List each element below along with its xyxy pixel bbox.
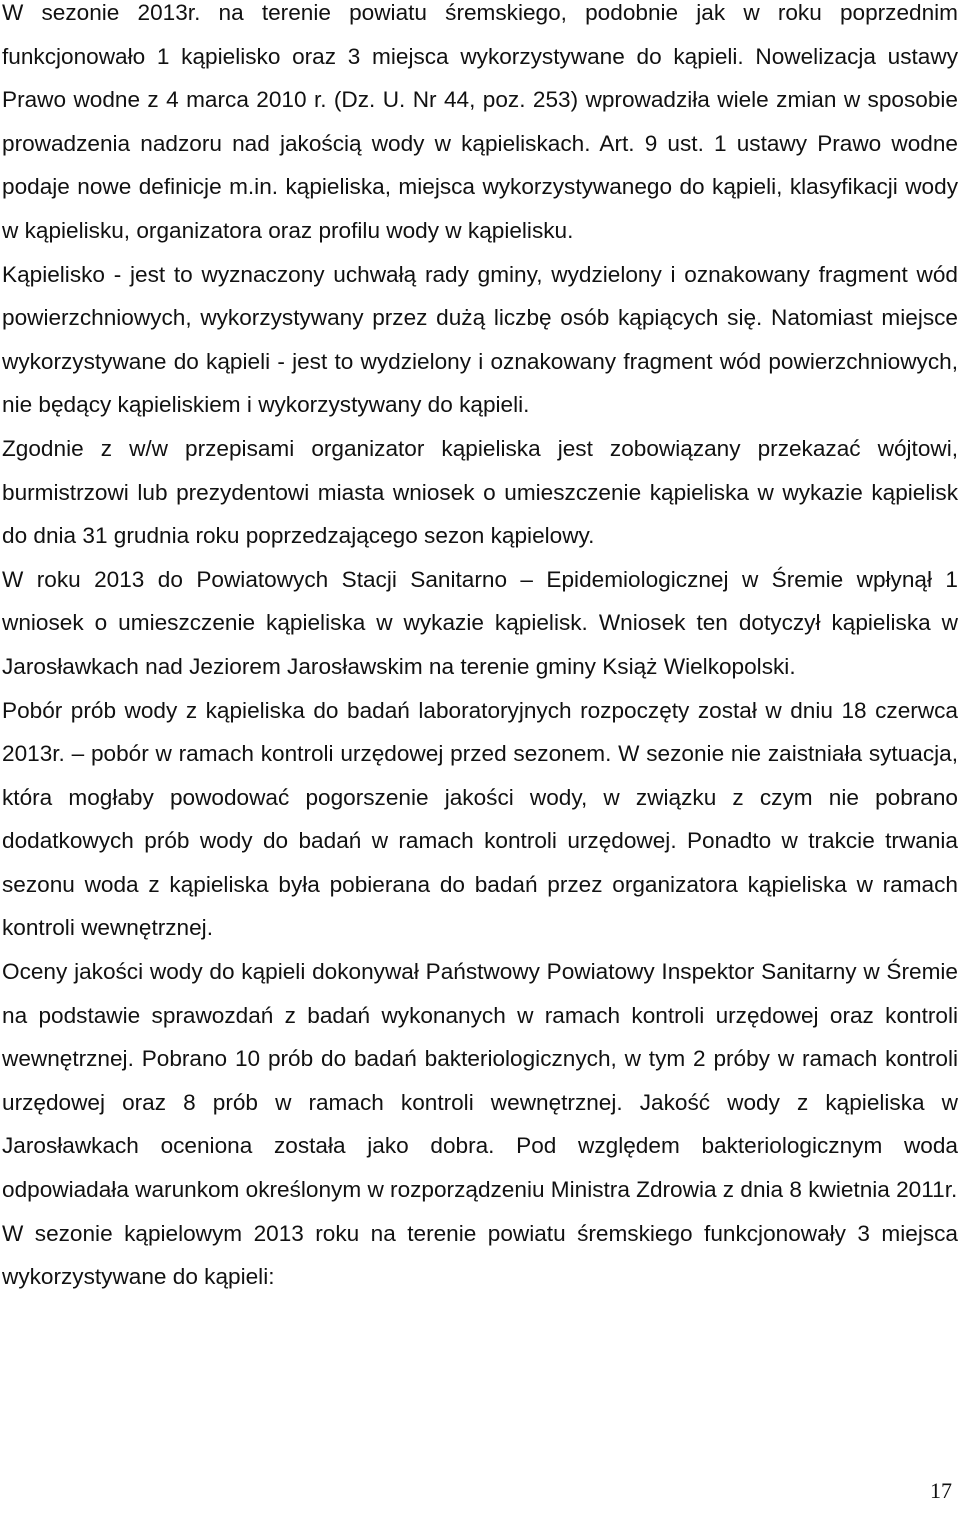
page-number: 17 (930, 1478, 952, 1503)
paragraph-assessment: Oceny jakości wody do kąpieli dokonywał Państwowy Powiatowy Inspektor Sanitarny w Śremie na podstawie sprawozdań z badań wykonanych w ramach kontroli urzędowej oraz kontroli wewnętrznej. Pobrano 10 prób do badań bakteriologicznych, w tym 2 próby w ramach kontroli urzędowej oraz 8 prób w ramach kontroli wewnętrznej. Jakość wody z kąpieliska w Jarosławkach oceniona została jako dobra. Pod względem bakteriologicznym woda odpowiadała warunkom określonym w rozporządzeniu Ministra Zdrowia z dnia 8 kwietnia 2011r. (2, 959, 958, 1203)
paragraph-application: W roku 2013 do Powiatowych Stacji Sanitarno – Epidemiologicznej w Śremie wpłynął 1 wniosek o umieszczenie kąpieliska w wykazie kąpielisk. Wniosek ten dotyczył kąpieliska w Jarosławkach nad Jeziorem Jarosławskim na terenie gminy Książ Wielkopolski. (2, 566, 958, 679)
paragraph-summary: W sezonie kąpielowym 2013 roku na terenie powiatu śremskiego funkcjonowały 3 miejsca wykorzystywane do kąpieli: (2, 1220, 958, 1290)
paragraph-regulations: Zgodnie z w/w przepisami organizator kąpieliska jest zobowiązany przekazać wójtowi, burmistrzowi lub prezydentowi miasta wniosek o umieszczenie kąpieliska w wykazie kąpielisk do dnia 31 grudnia roku poprzedzającego sezon kąpielowy. (2, 435, 958, 549)
paragraph-sampling: Pobór prób wody z kąpieliska do badań laboratoryjnych rozpoczęty został w dniu 18 czerwca 2013r. – pobór w ramach kontroli urzędowej przed sezonem. W sezonie nie zaistniała sytuacja, która mogłaby powodować pogorszenie jakości wody, w związku z czym nie pobrano dodatkowych prób wody do badań w ramach kontroli urzędowej. Ponadto w trakcie trwania sezonu woda z kąpieliska była pobierana do badań przez organizatora kąpieliska w ramach kontroli wewnętrznej. (2, 697, 958, 941)
paragraph-intro: W sezonie 2013r. na terenie powiatu śremskiego, podobnie jak w roku poprzednim funkcjonowało 1 kąpielisko oraz 3 miejsca wykorzystywane do kąpieli. Nowelizacja ustawy Prawo wodne z 4 marca 2010 r. (Dz. U. Nr 44, poz. 253) wprowadziła wiele zmian w sposobie prowadzenia nadzoru nad jakością wody w kąpieliskach. Art. 9 ust. 1 ustawy Prawo wodne podaje nowe definicje m.in. kąpieliska, miejsca wykorzystywanego do kąpieli, klasyfikacji wody w kąpielisku, organizatora oraz profilu wody w kąpielisku. (2, 0, 958, 243)
paragraph-definitions: Kąpielisko - jest to wyznaczony uchwałą rady gminy, wydzielony i oznakowany fragment wód powierzchniowych, wykorzystywany przez dużą liczbę osób kąpiących się. Natomiast miejsce wykorzystywane do kąpieli - jest to wydzielony i oznakowany fragment wód powierzchniowych, nie będący kąpieliskiem i wykorzystywany do kąpieli. (2, 261, 958, 418)
